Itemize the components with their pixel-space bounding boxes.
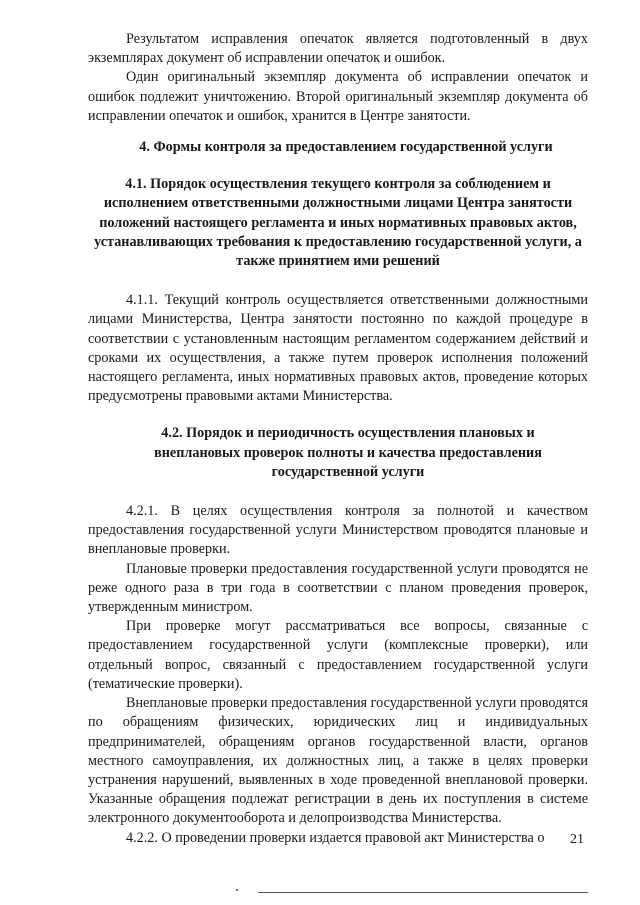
page-number: 21 [570,832,584,847]
section-heading-4: 4. Формы контроля за предоставлением государственной услуги [139,139,553,156]
paragraph-4-2-1: 4.2.1. В целях осуществления контроля за полнотой и качеством предоставления государственной услуги Министерством проводятся плановые и внеплановые проверки. [88,503,588,558]
paragraph-original-copy: Один оригинальный экземпляр документа об исправлении опечаток и ошибок подлежит уничтожению. Второй оригинальный экземпляр документа об исправлении опечаток и ошибок, хранится в Центре занятости. [88,69,588,124]
paragraph-planned-checks: Плановые проверки предоставления государственной услуги проводятся не реже одного раза в три года в соответствии с планом проведения проверок, утвержденным министром. [88,560,588,616]
subsection-heading-4-1: 4.1. Порядок осуществления текущего контроля за соблюдением и исполнением ответственными должностными лицами Центра занятости положений настоящего регламента и иных нормативных правовых актов, устанавливающих требования к предоставлению государственной услуги, а также принятием ими решений [94,176,582,270]
subsection-heading-4-2: 4.2. Порядок и периодичность осуществления плановых и внеплановых проверок полноты и качества предоставления государственной услуги [154,425,542,480]
paragraph-result: Результатом исправления опечаток является подготовленный в двух экземплярах документ об исправлении опечаток и ошибок. [88,31,588,67]
document-page [88,30,588,848]
paragraph-unplanned-checks: Внеплановые проверки предоставления государственной услуги проводятся по обращениям физических, юридических лиц и индивидуальных предпринимателей, обращениям органов государственной власти, органов местного самоуправления, их должностных лиц, а также в целях проверки устранения нарушений, выявленных в ходе проведенной внеплановой проверки. Указанные обращения подлежат регистрации в день их поступления в системе электронного документооборота и делопроизводства Министерства. [88,695,588,827]
paragraph-check-questions: При проверке могут рассматриваться все вопросы, связанные с предоставлением государственной услуги (комплексные проверки), или отдельный вопрос, связанный с предоставлением государственной услуги (тематические проверки). [88,618,588,692]
paragraph-4-1-1: 4.1.1. Текущий контроль осуществляется ответственными должностными лицами Министерства, Центра занятости постоянно по каждой процедуре в соответствии с установленным настоящим регламентом содержанием действий и сроками их осуществления, а также путем проверок исполнения положений настоящего регламента, иных нормативных правовых актов, проведение которых предусмотрены правовыми актами Министерства. [88,292,588,405]
bottom-rule [258,892,588,893]
paragraph-4-2-2: 4.2.2. О проведении проверки издается правовой акт Министерства о [126,829,545,846]
scan-dot [236,889,238,891]
